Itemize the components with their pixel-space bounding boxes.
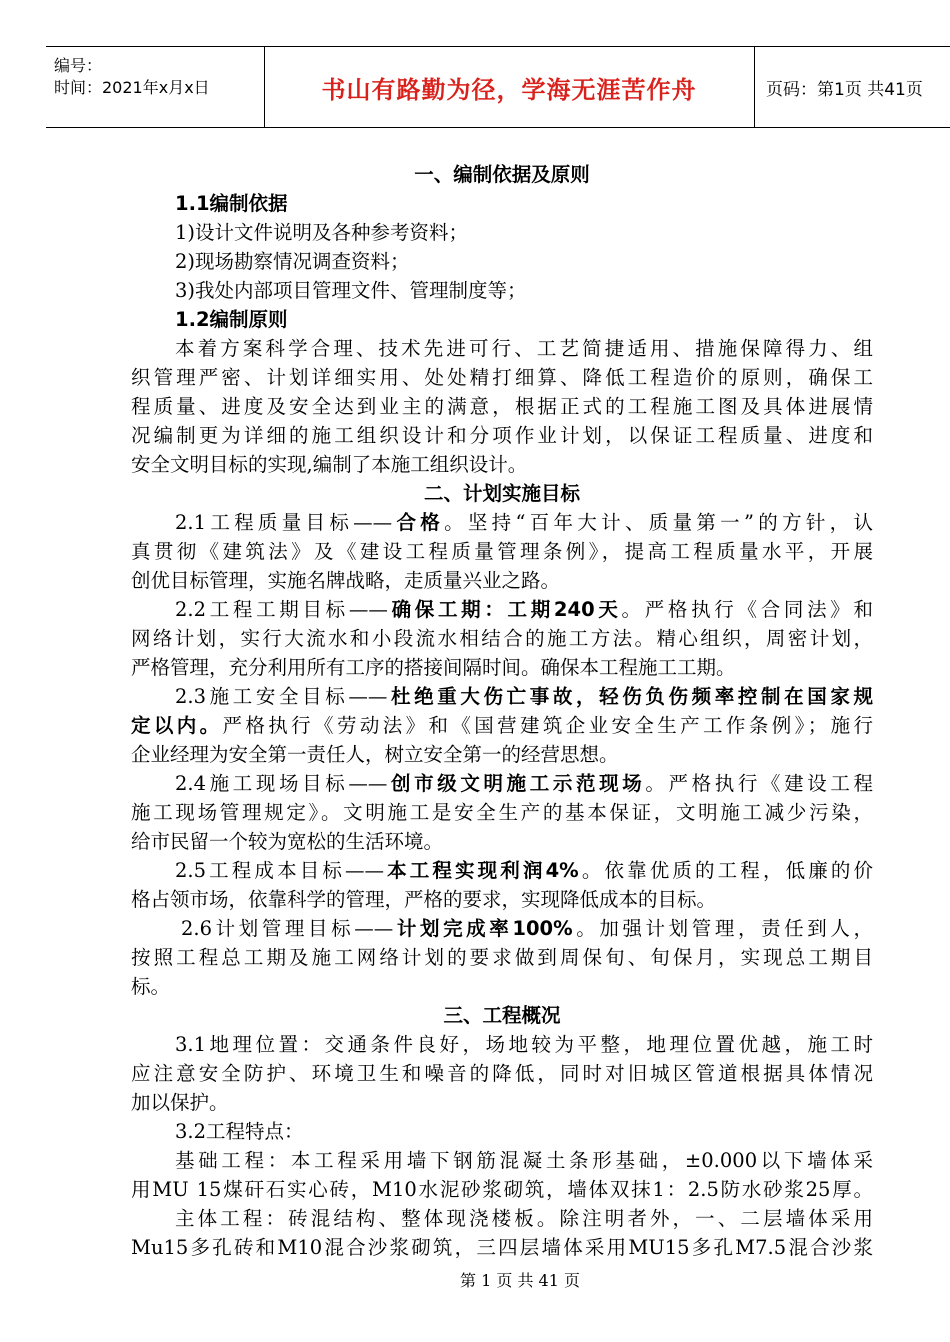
section-heading-2: 二、计划实施目标: [423, 482, 580, 505]
paragraph-line: 真贯彻《建筑法》及《建设工程质量管理条例》，提高工程质量水平，开展: [131, 540, 873, 563]
emphasis-text: 杜绝重大伤亡事故，轻伤负伤频率控制在国家规: [387, 685, 873, 708]
document-number-label: 编号：: [54, 56, 103, 75]
emphasis-text: 确保工期：工期240天: [387, 598, 622, 621]
section-heading-1: 一、编制依据及原则: [414, 163, 590, 186]
document-date-label: 时间：2021年x月x日: [54, 78, 210, 97]
text-run: 2.1工程质量目标——: [175, 511, 393, 534]
emphasis-text: 定以内。: [131, 714, 223, 737]
paragraph-line: 施工现场管理规定》。文明施工是安全生产的基本保证，文明施工减少污染，: [131, 801, 873, 824]
paragraph-line: 3)我处内部项目管理文件、管理制度等；: [175, 279, 527, 302]
text-run: 2.4施工现场目标——: [175, 772, 388, 795]
paragraph-line: 应注意安全防护、环境卫生和噪音的降低，同时对旧城区管道根据具体情况: [131, 1062, 873, 1085]
paragraph-line: 给市民留一个较为宽松的生活环境。: [131, 830, 444, 853]
paragraph-line: 加以保护。: [131, 1091, 229, 1114]
header-motto-cell: [264, 47, 755, 127]
paragraph-line: 格占领市场，依靠科学的管理，严格的要求，实现降低成本的目标。: [131, 888, 717, 911]
paragraph-line: [131, 682, 873, 711]
footer-page-number: 第 1 页 共 41 页: [460, 1271, 580, 1290]
paragraph-line: 按照工程总工期及施工网络计划的要求做到周保旬、旬保月，实现总工期目: [131, 946, 873, 969]
paragraph-line: [131, 508, 873, 537]
paragraph-line: 标。: [131, 975, 171, 998]
paragraph-line: 主体工程：砖混结构、整体现浇楼板。除注明者外，一、二层墙体采用: [175, 1207, 873, 1230]
paragraph-line: 安全文明目标的实现,编制了本施工组织设计。: [131, 453, 528, 476]
paragraph-line: 1)设计文件说明及各种参考资料；: [175, 221, 469, 244]
paragraph-line: 严格管理，充分利用所有工序的搭接间隔时间。确保本工程施工工期。: [131, 656, 736, 679]
emphasis-text: 创市级文明施工示范现场: [387, 772, 646, 795]
header-page-info: 页码：第1页 共41页: [766, 79, 923, 100]
subsection-heading-1-2: 1.2编制原则: [175, 308, 288, 331]
paragraph-line: [131, 856, 873, 885]
document-body: [131, 160, 873, 1262]
paragraph-line: 程质量、进度及安全达到业主的满意，根据正式的工程施工图及具体进展情: [131, 395, 873, 418]
text-run: 2.2工程工期目标——: [175, 598, 388, 621]
paragraph-line: 3.2工程特点：: [175, 1120, 304, 1143]
emphasis-text: 合格: [392, 511, 445, 534]
text-run: 。严格执行《建设工程: [645, 772, 873, 795]
text-run: 2.6计划管理目标——: [181, 917, 394, 940]
paragraph-line: 2)现场勘察情况调查资料；: [175, 250, 410, 273]
text-run: 2.5工程成本目标——: [175, 859, 384, 882]
paragraph-line: 况编制更为详细的施工组织设计和分项作业计划，以保证工程质量、进度和: [131, 424, 873, 447]
section-heading-3: 三、工程概况: [443, 1004, 561, 1027]
paragraph-line: 创优目标管理，实施名牌战略，走质量兴业之路。: [131, 569, 561, 592]
paragraph-line: 织管理严密、计划详细实用、处处精打细算、降低工程造价的原则，确保工: [131, 366, 873, 389]
page-footer: [0, 1268, 950, 1291]
subsection-heading-1-1: 1.1编制依据: [175, 192, 288, 215]
paragraph-line: [131, 769, 873, 798]
header-left-cell: [46, 47, 265, 127]
paragraph-line: 基础工程：本工程采用墙下钢筋混凝土条形基础，±0.000以下墙体采: [175, 1149, 873, 1172]
paragraph-line: 网络计划，实行大流水和小段流水相结合的施工方法。精心组织，周密计划，: [131, 627, 873, 650]
text-run: 2.3施工安全目标——: [175, 685, 388, 708]
text-run: 。坚持“百年大计、质量第一”的方针，认: [444, 511, 873, 534]
paragraph-line: [131, 914, 873, 943]
text-run: 。依靠优质的工程，低廉的价: [578, 859, 873, 882]
paragraph-line: 企业经理为安全第一责任人，树立安全第一的经营思想。: [131, 743, 619, 766]
text-run: 严格执行《劳动法》和《国营建筑企业安全生产工作条例》；施行: [222, 714, 873, 737]
emphasis-text: 本工程实现利润4%: [383, 859, 579, 882]
text-run: 。严格执行《合同法》和: [621, 598, 873, 621]
text-run: 。加强计划管理，责任到人，: [572, 917, 873, 940]
header-page-cell: [754, 47, 950, 127]
paragraph-line: Mu15多孔砖和M10混合沙浆砌筑，三四层墙体采用MU15多孔M7.5混合沙浆: [131, 1236, 873, 1259]
paragraph-line: 用MU 15煤矸石实心砖，M10水泥砂浆砌筑，墙体双抹1：2.5防水砂浆25厚。: [131, 1178, 873, 1201]
paragraph-line: 3.1地理位置：交通条件良好，场地较为平整，地理位置优越，施工时: [175, 1033, 873, 1056]
emphasis-text: 计划完成率100%: [393, 917, 573, 940]
paragraph-line: 本着方案科学合理、技术先进可行、工艺简捷适用、措施保障得力、组: [175, 337, 873, 360]
page-header: [46, 46, 950, 128]
paragraph-line: [131, 711, 873, 740]
paragraph-line: [131, 595, 873, 624]
header-motto: 书山有路勤为径，学海无涯苦作舟: [321, 75, 697, 104]
